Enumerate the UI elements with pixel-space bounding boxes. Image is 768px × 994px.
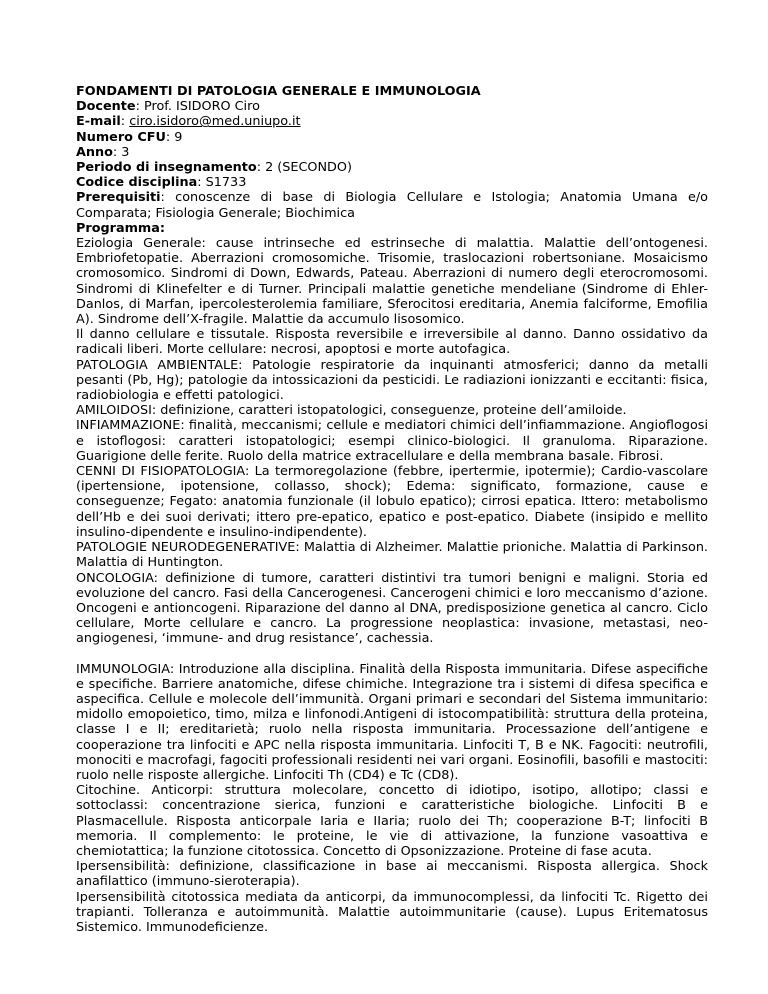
codice-value: : S1733 [197,175,247,191]
email-link[interactable]: ciro.isidoro@med.uniupo.it [129,114,301,130]
prereq-label: Prerequisiti [76,190,161,206]
programma-heading: Programma: [76,220,166,236]
anno-label: Anno [76,144,113,160]
docente-value: : Prof. ISIDORO Ciro [135,99,260,115]
course-title: FONDAMENTI DI PATOLOGIA GENERALE E IMMUNOLOGIA [76,84,481,99]
prereq-value: : conoscenze di base di Biologia Cellulare e Istologia; Anatomia Umana e/o Comparata; Fisiologia Generale; Biochimica [76,190,708,221]
program-paragraph: Il danno cellulare e tissutale. Risposta reversibile e irreversibile al danno. Danno ossidativo da radicali liberi. Morte cellulare: necrosi, apoptosi e morte autofagica. [76,327,708,358]
periodo-value: : 2 (SECONDO) [256,160,352,176]
program-paragraph: ONCOLOGIA: definizione di tumore, caratteri distintivi tra tumori benigni e maligni. Storia ed evoluzione del cancro. Fasi della Cancerogenesi. Cancerogeni chimici e loro meccanismo d’azione. Oncogeni e antioncogeni. Riparazione del danno al DNA, predisposizione genetica al cancro. Ciclo cellulare, Morte cellulare e cancro. La progressione neoplastica: invasione, metastasi, neo-angiogenesi, ‘immune- and drug resistance’, cachessia. [76,570,708,647]
email-separator: : [120,114,130,130]
immunology-paragraph: Ipersensibilità citotossica mediata da anticorpi, da immunocomplessi, da linfociti Tc. Rigetto dei trapianti. Tolleranza e autoimmunità. Malattie autoimmunitarie (cause). Lupus Eritematosus Sistemico. Immunodeficienze. [76,889,708,935]
program-paragraph: AMILOIDOSI: definizione, caratteri istopatologici, conseguenze, proteine dell’amiloide. [76,403,627,419]
periodo-line [76,160,708,175]
program-paragraph: PATOLOGIA AMBIENTALE: Patologie respiratorie da inquinanti atmosferici; danno da metalli pesanti (Pb, Hg); patologie da intossicazioni da pesticidi. Le radiazioni ionizzanti e eccitanti: fisica, radiobiologia e effetti patologici. [76,357,708,404]
program-paragraph: INFIAMMAZIONE: finalità, meccanismi; cellule e mediatori chimici dell’infiammazione. Angioflogosi e istoflogosi: caratteri istopatologici; esempi clinico-biologici. Il granuloma. Riparazione. Guarigione delle ferite. Ruolo della matrice extracellulare e della membrana basale. Fibrosi. [76,418,708,464]
paragraph-spacer [76,647,708,662]
cfu-line [76,130,708,145]
prereq-line [76,190,708,220]
codice-line [76,175,708,190]
anno-line [76,145,708,160]
docente-label: Docente [76,99,136,115]
docente-line [76,99,708,114]
email-label: E-mail [76,114,121,130]
cfu-value: : 9 [165,129,183,145]
periodo-label: Periodo di insegnamento [76,160,257,176]
program-paragraph: Eziologia Generale: cause intrinseche ed estrinseche di malattia. Malattie dell’ontogenesi. Embriofetopatie. Aberrazioni cromosomiche. Trisomie, traslocazioni robertsoniane. Mosaicismo cromosomico. Sindromi di Down, Edwards, Pateau. Aberrazioni di numero degli eterocromosomi. Sindromi di Klinefelter e di Turner. Principali malattie genetiche mendeliane (Sindrome di Ehler-Danlos, di Marfan, ipercolesterolemia familiare, Sferocitosi ereditaria, Anemia falciforme, Emofilia A). Sindrome dell’X-fragile. Malattie da accumulo lisosomico. [76,236,708,328]
immunology-paragraph: Ipersensibilità: definizione, classificazione in base ai meccanismi. Risposta allergica. Shock anafilattico (immuno-sieroterapia). [76,859,708,890]
anno-value: : 3 [112,144,130,160]
cfu-label: Numero CFU [76,129,166,145]
email-line [76,114,708,129]
program-paragraph: PATOLOGIE NEURODEGENERATIVE: Malattia di Alzheimer. Malattie prioniche. Malattia di Parkinson. Malattia di Huntington. [76,540,708,571]
immunology-paragraph: Citochine. Anticorpi: struttura molecolare, concetto di idiotipo, isotipo, allotipo; classi e sottoclassi: concentrazione sierica, funzioni e caratteristiche biologiche. Linfociti B e Plasmacellule. Risposta anticorpale Iaria e IIaria; ruolo dei Th; cooperazione B-T; linfociti B memoria. Il complemento: le proteine, le vie di attivazione, la funzione vasoattiva e chemiotattica; la funzione citotossica. Concetto di Opsonizzazione. Proteine di fase acuta. [76,783,708,859]
codice-label: Codice disciplina [76,175,198,191]
immunology-paragraph: IMMUNOLOGIA: Introduzione alla disciplina. Finalità della Risposta immunitaria. Difese aspecifiche e specifiche. Barriere anatomiche, difese chimiche. Integrazione tra i sistemi di difesa specifica e aspecifica. Cellule e molecole dell’immunità. Organi primari e secondari del Sistema immunitario: midollo emopoietico, timo, milza e linfonodi.Antigeni di istocompatibilità: struttura della proteina, classe I e II; ereditarietà; ruolo nella risposta immunitaria. Processazione dell’antigene e cooperazione tra linfociti e APC nella risposta immunitaria. Linfociti T, B e NK. Fagociti: neutrofili, monociti e macrofagi, fagociti professionali residenti nei vari organi. Eosinofili, basofili e mastociti: ruolo nelle risposte allergiche. Linfociti Th (CD4) e Tc (CD8). [76,661,708,783]
program-paragraph: CENNI DI FISIOPATOLOGIA: La termoregolazione (febbre, ipertermie, ipotermie); Cardio-vascolare (ipertensione, ipotensione, collasso, shock); Edema: significato, formazione, cause e conseguenze; Fegato: anatomia funzionale (il lobulo epatico); cirrosi epatica. Ittero: metabolismo dell’Hb e dei suoi derivati; ittero pre-epatico, epatico e post-epatico. Diabete (insipido e mellito insulino-dipendente e insulino-indipendente). [76,464,708,540]
